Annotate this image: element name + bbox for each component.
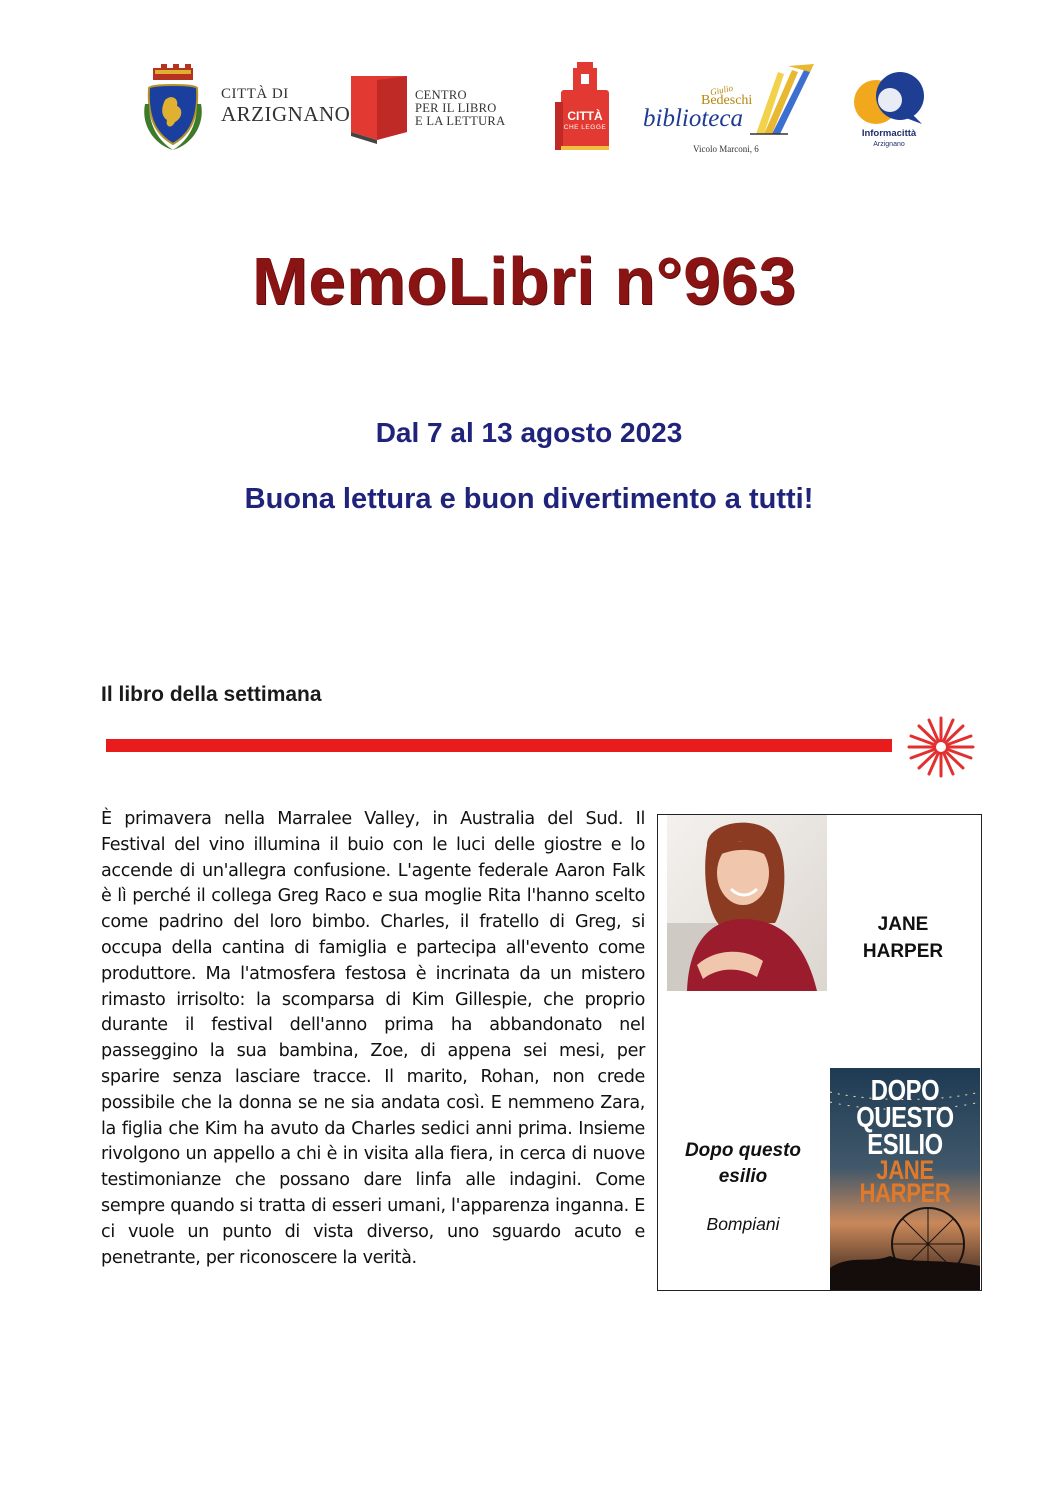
arzignano-label: ARZIGNANO — [221, 102, 351, 126]
coat-of-arms-icon — [143, 64, 203, 152]
che-legge-word: CHE LEGGE — [563, 124, 607, 131]
bedeschi-label: Bedeschi — [701, 93, 753, 108]
citta-word: CITTÀ — [567, 109, 603, 123]
cover-title-3: ESILIO — [867, 1129, 943, 1161]
book-shape-icon — [347, 70, 413, 146]
publisher: Bompiani — [706, 1214, 780, 1234]
tower-icon — [553, 62, 617, 154]
open-book-icon — [748, 62, 818, 137]
cover-author-2: HARPER — [859, 1178, 951, 1208]
greeting-line: Buona lettura e buon divertimento a tutti! — [244, 483, 814, 515]
book-cover — [830, 1068, 980, 1290]
citta-che-legge-logo — [553, 62, 617, 154]
author-last-name: HARPER — [862, 941, 944, 962]
cepell-line-1: CENTRO — [415, 88, 467, 102]
informacitta-label: Informacittà — [861, 128, 917, 139]
book-synopsis: È primavera nella Marralee Valley, in Australia del Sud. Il Festival del vino illumina il buio con le luci delle giostre e lo accende di un'allegra confusione. L'agente federale Aaron Falk è lì perché il collega Greg Raco e sua moglie Rita l'hanno scelto come padrino del loro bimbo. Charles, il fratello di Greg, si occupa della cantina di famiglia e partecipa all'evento come produttore. Ma l'atmosfera festosa è incrinata da un mistero rimasto irrisolto: la scomparsa di Kim Gillespie, che proprio durante il festival dell'anno prima ha abbandonato nel passeggino la sua bambina, Zoe, di appena sei mesi, per sparire senza lasciare tracce. Il marito, Rohan, non crede possibile che la donna se ne sia andata così. E nemmeno Zara, la figlia che Kim ha avuto da Charles sedici anni prima. Insieme rivolgono un appello a chi è in visita alla fiera, in cerca di nuove testimonianze che possano dare linfa alle indagini. Come sempre quando si tratta di esseri umani, l'apparenza inganna. E ci vuole un punto di vista diverso, uno sguardo acuto e penetrante, per riconoscere la verità. — [101, 809, 645, 1268]
book-info-box — [657, 814, 982, 1291]
page-title: MemoLibri n°963 — [252, 244, 797, 319]
red-divider — [106, 739, 892, 752]
speech-bubbles-icon — [848, 70, 930, 128]
biblioteca-bedeschi-logo — [643, 62, 818, 157]
citta-arzignano-logo — [143, 64, 353, 154]
citta-di-label: CITTÀ DI — [221, 86, 289, 102]
biblioteca-label: biblioteca — [643, 105, 743, 132]
informacitta-logo — [842, 70, 936, 154]
informacitta-city-label: Arzignano — [873, 141, 905, 148]
sun-burst-icon — [905, 716, 977, 778]
date-range: Dal 7 al 13 agosto 2023 — [375, 417, 683, 448]
cepell-line-3: E LA LETTURA — [415, 114, 506, 128]
address-label: Vicolo Marconi, 6 — [693, 144, 759, 154]
book-title — [658, 1138, 828, 1190]
cover-title-1: DOPO — [870, 1075, 940, 1107]
cepell-logo — [347, 64, 517, 152]
author-photo — [667, 815, 827, 991]
author-name — [848, 911, 958, 965]
book-title-line-2: esilio — [718, 1166, 768, 1187]
book-title-line-1: Dopo questo — [684, 1140, 802, 1161]
cepell-line-2: PER IL LIBRO — [415, 101, 497, 115]
cover-author-1: JANE — [876, 1155, 934, 1185]
giulio-label: Giulio — [709, 82, 734, 98]
author-first-name: JANE — [877, 914, 929, 935]
cover-title-2: QUESTO — [856, 1102, 954, 1134]
section-title: Il libro della settimana — [101, 683, 322, 706]
